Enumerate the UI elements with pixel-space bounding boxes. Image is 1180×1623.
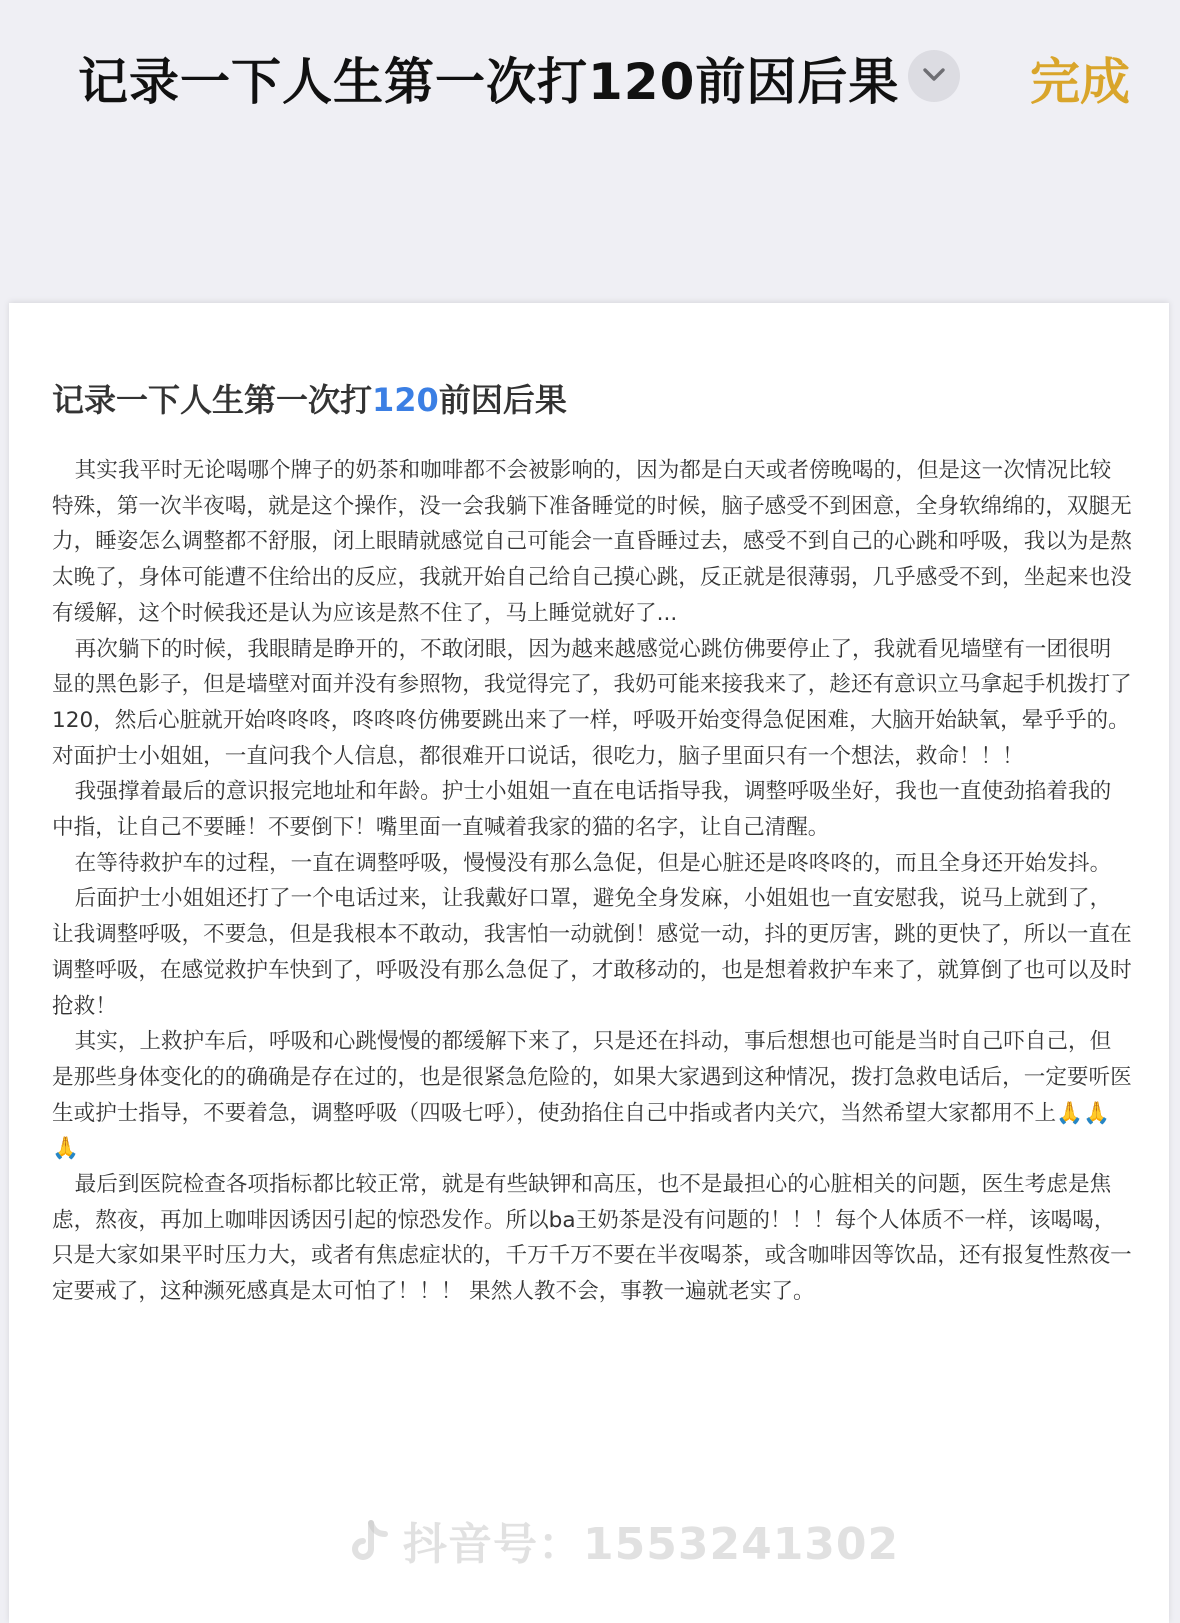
document-title-number: 120 [372, 381, 439, 419]
done-button[interactable]: 完成 [1030, 53, 1130, 111]
paragraph: 后面护士小姐姐还打了一个电话过来，让我戴好口罩，避免全身发麻，小姐姐也一直安慰我，说马上就到了，让我调整呼吸，不要急，但是我根本不敢动，我害怕一动就倒！感觉一动，抖的更厉害，跳的更快了，所以一直在调整呼吸，在感觉救护车快到了，呼吸没有那么急促了，才敢移动的，也是想着救护车来了，就算倒了也可以及时抢救！ [52, 886, 1132, 1019]
douyin-logo-icon [349, 1519, 389, 1576]
document-body [52, 453, 1132, 1310]
note-title[interactable]: 记录一下人生第一次打120前因后果 [78, 53, 900, 111]
paragraph: 其实，上救护车后，呼吸和心跳慢慢的都缓解下来了，只是还在抖动，事后想想也可能是当时自己吓自己，但是那些身体变化的的确确是存在过的，也是很紧急危险的，如果大家遇到这种情况，拨打急救电话后，一定要听医生或护士指导，不要着急，调整呼吸（四吸七呼），使劲掐住自己中指或者内关穴，当然希望大家都用不上🙏🙏🙏 [52, 1029, 1132, 1162]
top-navigation-bar [0, 0, 1180, 150]
document-card [9, 303, 1169, 1623]
paragraph: 其实我平时无论喝哪个牌子的奶茶和咖啡都不会被影响的，因为都是白天或者傍晚喝的，但是这一次情况比较特殊，第一次半夜喝，就是这个操作，没一会我躺下准备睡觉的时候，脑子感受不到困意，全身软绵绵的，双腿无力，睡姿怎么调整都不舒服，闭上眼睛就感觉自己可能会一直昏睡过去，感受不到自己的心跳和呼吸，我以为是熬太晚了，身体可能遭不住给出的反应，我就开始自己给自己摸心跳，反正就是很薄弱，几乎感受不到，坐起来也没有缓解，这个时候我还是认为应该是熬不住了，马上睡觉就好了... [52, 458, 1132, 626]
document-title-prefix: 记录一下人生第一次打 [52, 381, 373, 419]
watermark [349, 1508, 899, 1576]
watermark-text: 抖音号：1553241302 [403, 1519, 900, 1570]
paragraph: 我强撑着最后的意识报完地址和年龄。护士小姐姐一直在电话指导我，调整呼吸坐好，我也一直使劲掐着我的中指，让自己不要睡！不要倒下！嘴里面一直喊着我家的猫的名字，让自己清醒。 [52, 779, 1112, 841]
chevron-down-icon [922, 67, 946, 83]
paragraph: 再次躺下的时候，我眼睛是睁开的，不敢闭眼，因为越来越感觉心跳仿佛要停止了，我就看见墙壁有一团很明显的黑色影子，但是墙壁对面并没有参照物，我觉得完了，我奶可能来接我来了，趁还有意识立马拿起手机拨打了120，然后心脏就开始咚咚咚，咚咚咚仿佛要跳出来了一样，呼吸开始变得急促困难，大脑开始缺氧，晕乎乎的。对面护士小姐姐，一直问我个人信息，都很难开口说话，很吃力，脑子里面只有一个想法，救命！！！ [52, 636, 1132, 769]
document-title [52, 375, 567, 421]
expand-title-button[interactable] [908, 50, 960, 102]
paragraph: 最后到医院检查各项指标都比较正常，就是有些缺钾和高压，也不是最担心的心脏相关的问题，医生考虑是焦虑，熬夜，再加上咖啡因诱因引起的惊恐发作。所以ba王奶茶是没有问题的！！！每个人体质不一样，该喝喝，只是大家如果平时压力大，或者有焦虑症状的，千万千万不要在半夜喝茶，或含咖啡因等饮品，还有报复性熬夜一定要戒了，这种濒死感真是太可怕了！！！ 果然人教不会，事教一遍就老实了。 [52, 1172, 1132, 1305]
paragraph: 在等待救护车的过程，一直在调整呼吸，慢慢没有那么急促，但是心脏还是咚咚咚的，而且全身还开始发抖。 [74, 850, 1112, 876]
document-title-suffix: 前因后果 [438, 381, 567, 419]
